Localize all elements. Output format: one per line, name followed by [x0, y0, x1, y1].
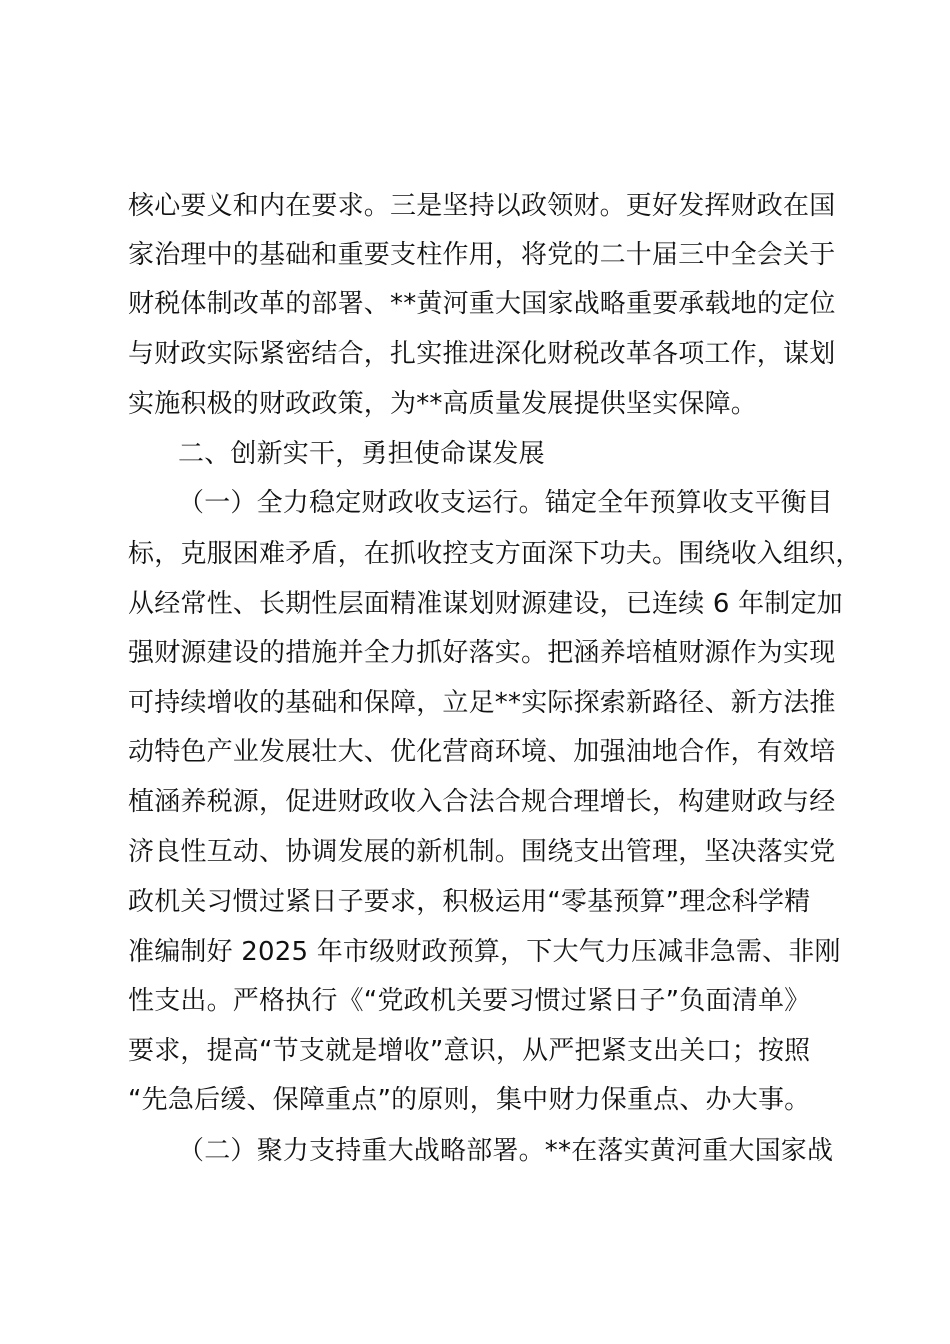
subsection-heading-line: （二）聚力支持重大战略部署。**在落实黄河重大国家战 — [178, 1136, 834, 1166]
body-text-line: 政机关习惯过紧日子要求，积极运用“零基预算”理念科学精 — [128, 887, 811, 917]
subsection-heading-line: （一）全力稳定财政收支运行。锚定全年预算收支平衡目 — [178, 488, 834, 518]
body-text-line: 植涵养税源，促进财政收入合法合规合理增长，构建财政与经 — [128, 787, 836, 817]
body-text-line: 实施积极的财政政策，为**高质量发展提供坚实保障。 — [128, 389, 758, 419]
body-text-line: 济良性互动、协调发展的新机制。围绕支出管理，坚决落实党 — [128, 837, 836, 867]
body-text-line: “先急后缓、保障重点”的原则，集中财力保重点、办大事。 — [128, 1085, 811, 1115]
body-text-line: 与财政实际紧密结合，扎实推进深化财税改革各项工作，谋划 — [128, 339, 836, 369]
body-text-line: 强财源建设的措施并全力抓好落实。把涵养培植财源作为实现 — [128, 638, 836, 668]
body-text-line: 要求，提高“节支就是增收”意识，从严把紧支出关口；按照 — [128, 1036, 811, 1066]
body-text-line: 准编制好 2025 年市级财政预算，下大气力压减非急需、非刚 — [128, 937, 841, 967]
body-text-line: 财税体制改革的部署、**黄河重大国家战略重要承载地的定位 — [128, 289, 836, 319]
body-text-line: 核心要义和内在要求。三是坚持以政领财。更好发挥财政在国 — [128, 191, 836, 221]
body-text-line: 动特色产业发展壮大、优化营商环境、加强油地合作，有效培 — [128, 737, 836, 767]
body-text-line: 家治理中的基础和重要支柱作用，将党的二十届三中全会关于 — [128, 240, 836, 270]
body-text-line: 标，克服困难矛盾，在抓收控支方面深下功夫。围绕收入组织， — [128, 539, 862, 569]
section-heading: 二、创新实干，勇担使命谋发展 — [178, 439, 545, 469]
body-text-line: 从经常性、长期性层面精准谋划财源建设，已连续 6 年制定加 — [128, 589, 843, 619]
body-text-line: 性支出。严格执行《“党政机关要习惯过紧日子”负面清单》 — [128, 986, 811, 1016]
body-text-line: 可持续增收的基础和保障，立足**实际探索新路径、新方法推 — [128, 688, 836, 718]
